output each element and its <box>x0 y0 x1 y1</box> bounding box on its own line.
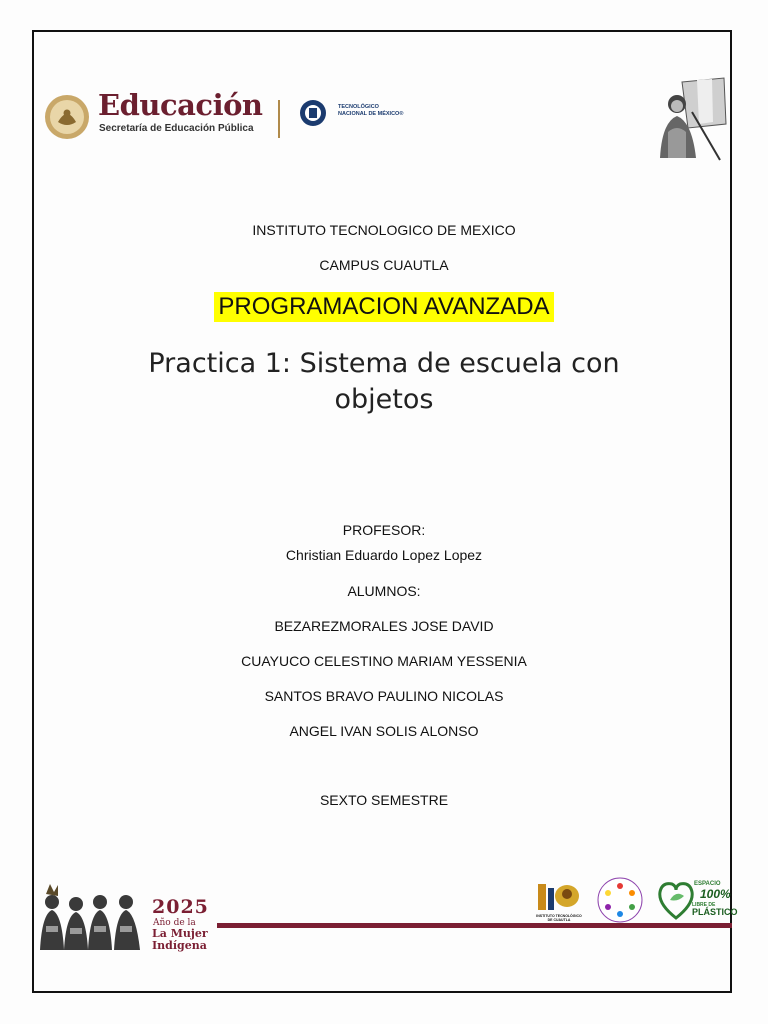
sep-title: Educación <box>98 88 263 122</box>
sep-logo <box>44 88 274 148</box>
eco-line3: LIBRE DE <box>692 902 716 908</box>
eco-line2: 100% <box>700 887 731 901</box>
plastic-free-logo <box>656 876 738 924</box>
campus-name: CAMPUS CUAUTLA <box>319 257 449 273</box>
student-name: SANTOS BRAVO PAULINO NICOLAS <box>264 688 504 704</box>
page-border <box>32 30 732 993</box>
itc-logo <box>534 878 584 922</box>
student-name: ANGEL IVAN SOLIS ALONSO <box>289 723 479 739</box>
sep-subtitle: Secretaría de Educación Pública <box>99 123 254 134</box>
tecnm-text <box>338 104 403 118</box>
subject-title: PROGRAMACION AVANZADA <box>214 292 553 322</box>
tecnm-line1: TECNOLÓGICO <box>338 104 379 110</box>
footer-bar <box>217 923 732 928</box>
student-name: BEZAREZMORALES JOSE DAVID <box>274 618 494 634</box>
student-name: CUAYUCO CELESTINO MARIAM YESSENIA <box>241 653 527 669</box>
students-label: ALUMNOS: <box>347 583 421 599</box>
mexico-seal-icon <box>44 94 90 140</box>
professor-name: Christian Eduardo Lopez Lopez <box>285 547 483 563</box>
inclusion-circle-logo <box>596 876 644 924</box>
subject-wrap <box>0 292 768 322</box>
professor-label: PROFESOR: <box>342 522 426 538</box>
eco-line4: PLÁSTICO <box>692 907 738 917</box>
tecnm-line2: NACIONAL DE MÉXICO® <box>338 111 404 117</box>
year-line2: La Mujer <box>152 927 208 940</box>
woman-flag-illustration <box>642 72 732 162</box>
tecnm-logo <box>298 96 404 136</box>
eco-line1: ESPACIO <box>694 881 721 887</box>
itc-text: INSTITUTO TECNOLÓGICO DE CUAUTLA <box>536 914 582 922</box>
itc-emblem-icon <box>534 878 584 914</box>
year-block <box>152 896 214 952</box>
gear-icon <box>298 96 328 130</box>
practice-title: Practica 1: Sistema de escuela con objetos <box>148 348 620 415</box>
heart-leaf-icon <box>656 878 696 922</box>
indigenous-women-illustration <box>36 880 148 950</box>
year-line1: Año de la <box>153 918 196 928</box>
institute-name: INSTITUTO TECNOLOGICO DE MEXICO <box>252 222 516 238</box>
semester: SEXTO SEMESTRE <box>319 792 449 808</box>
logo-divider <box>278 100 280 138</box>
year-number: 2025 <box>152 896 209 918</box>
year-line3: Indígena <box>152 939 207 952</box>
